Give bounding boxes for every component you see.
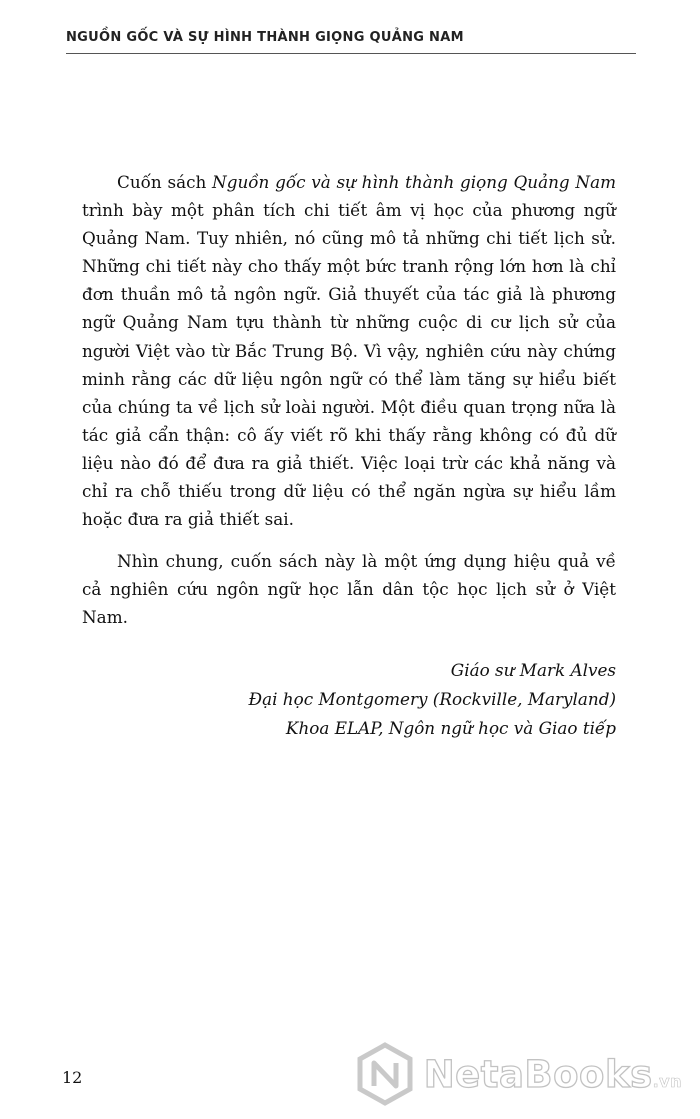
signature-department: Khoa ELAP, Ngôn ngữ học và Giao tiếp (285, 718, 616, 738)
signature-institution: Đại học Montgomery (Rockville, Maryland) (248, 689, 616, 709)
paragraph-1-intro: Cuốn sách (117, 172, 213, 192)
book-title: Nguồn gốc và sự hình thành giọng Quảng Nam (212, 172, 616, 192)
watermark-suffix: .vn (652, 1071, 682, 1091)
watermark-brand (424, 1053, 682, 1096)
page-number: 12 (62, 1068, 83, 1087)
signature-name: Giáo sư Mark Alves (450, 660, 616, 680)
netabooks-hexagon-logo-icon (356, 1042, 414, 1106)
paragraph-1 (82, 168, 616, 533)
paragraph-1-body: trình bày một phân tích chi tiết âm vị học của phương ngữ Quảng Nam. Tuy nhiên, nó cũng mô tả những chi tiết lịch sử. Những chi tiết này cho thấy một bức tranh rộng lớn hơn là chỉ đơn thuần mô tả ngôn ngữ. Giả thuyết của tác giả là phương ngữ Quảng Nam tựu thành từ những cuộc di cư lịch sử của người Việt vào từ Bắc Trung Bộ. Vì vậy, nghiên cứu này chứng minh rằng các dữ liệu ngôn ngữ có thể làm tăng sự hiểu biết của chúng ta về lịch sử loài người. Một điều quan trọng nữa là tác giả cẩn thận: cô ấy viết rõ khi thấy rằng không có đủ dữ liệu nào đó để đưa ra giả thiết. Việc loại trừ các khả năng và chỉ ra chỗ thiếu trong dữ liệu có thể ngăn ngừa sự hiểu lầm hoặc đưa ra giả thiết sai. (82, 200, 616, 530)
body-text (82, 168, 616, 646)
header-rule (66, 53, 636, 54)
paragraph-2: Nhìn chung, cuốn sách này là một ứng dụng hiệu quả về cả nghiên cứu ngôn ngữ học lẫn dân tộc học lịch sử ở Việt Nam. (82, 551, 616, 628)
running-header-title: NGUỒN GỐC VÀ SỰ HÌNH THÀNH GIỌNG QUẢNG NAM (66, 30, 464, 45)
watermark-brand-name: NetaBooks (423, 1052, 653, 1096)
watermark (356, 1042, 682, 1106)
signature-block (249, 656, 616, 743)
